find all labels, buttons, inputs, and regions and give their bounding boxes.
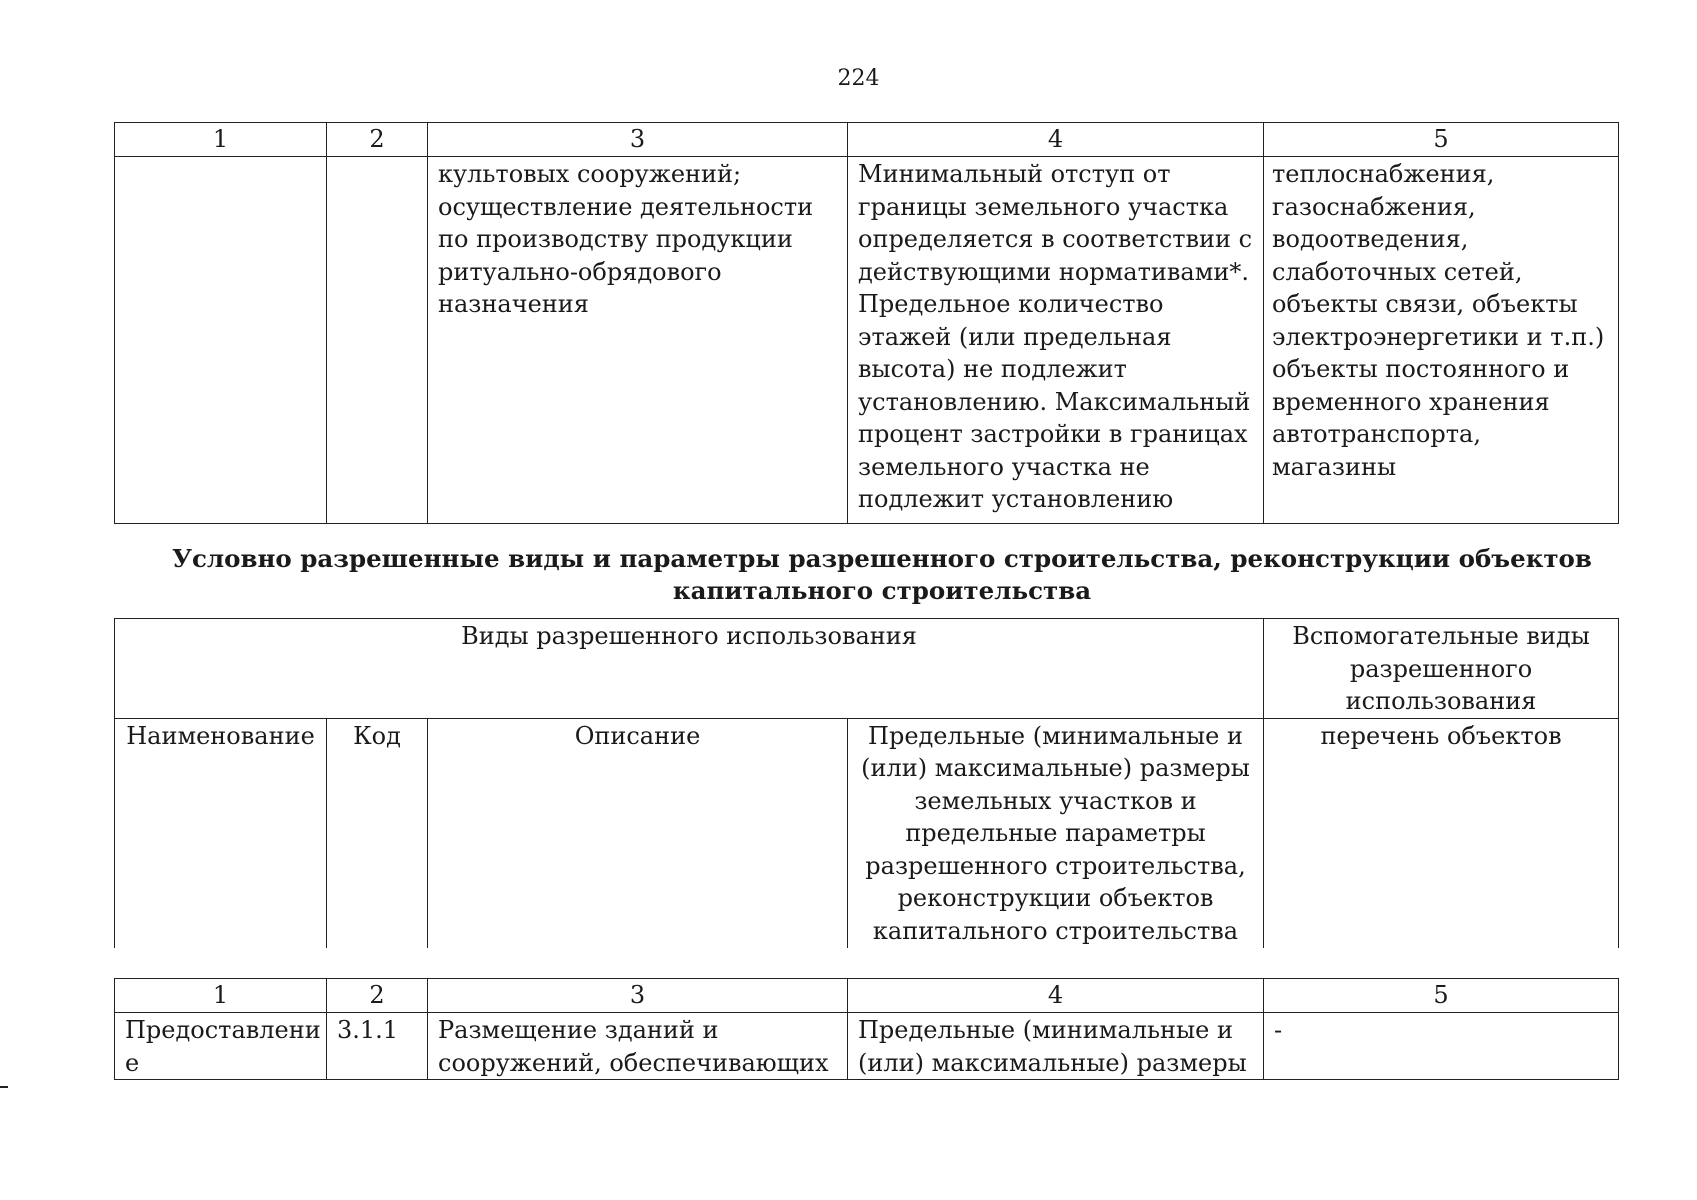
cell-code: 3.1.1: [327, 1013, 428, 1080]
cell-parameters: Предельные (минимальные и (или) максимальные) размеры: [848, 1013, 1264, 1080]
page-number: 224: [837, 66, 880, 91]
table-row: [115, 157, 1619, 524]
parameters-text: Минимальный отступ от границы земельного участка определяется в соответствии с действующими нормативами*. Предельное количество этажей (или предельная высота) не подлежит установлению. Максимальный процент застройки в границах земельного участка не подлежит установлению: [858, 160, 1253, 513]
header-list: перечень объектов: [1264, 718, 1619, 948]
cell-description: [428, 157, 848, 524]
column-number-4: 4: [848, 123, 1264, 157]
column-number-5: 5: [1264, 123, 1619, 157]
column-number-2: 2: [327, 979, 428, 1013]
margin-mark: [0, 1086, 8, 1088]
column-header-row: [115, 718, 1619, 948]
column-number-4: 4: [848, 979, 1264, 1013]
header-name: Наименование: [115, 718, 327, 948]
column-number-1: 1: [115, 123, 327, 157]
column-number-2: 2: [327, 123, 428, 157]
cell-auxiliary: -: [1264, 1013, 1619, 1080]
section-heading: [0, 543, 1697, 607]
auxiliary-text: теплоснабжения, газоснабжения, водоотведения, слаботочных сетей, объекты связи, объекты электроэнергетики и т.п.) объекты постоянного и временного хранения автотранспорта, магазины: [1272, 160, 1605, 481]
header-table: [114, 618, 1619, 948]
new-table: [114, 978, 1619, 1080]
cell-name: Предоставлени е: [115, 1013, 327, 1080]
cell-name: [115, 157, 327, 524]
column-number-3: 3: [428, 979, 848, 1013]
column-number-1: 1: [115, 979, 327, 1013]
group-header-row: [115, 619, 1619, 719]
header-parameters: Предельные (минимальные и (или) максимальные) размеры земельных участков и предельные параметры разрешенного строительства, реконструкции объектов капитального строительства: [848, 718, 1264, 948]
section-heading-line-2: капитального строительства: [672, 576, 1092, 605]
group-aux-header: Вспомогательные виды разрешенного использования: [1264, 619, 1619, 719]
description-text: культовых сооружений; осуществление деятельности по производству продукции ритуально-обрядового назначения: [438, 160, 814, 318]
cell-auxiliary: [1264, 157, 1619, 524]
header-code: Код: [327, 718, 428, 948]
section-heading-line-1: Условно разрешенные виды и параметры разрешенного строительства, реконструкции объектов: [172, 544, 1592, 573]
continued-table: [114, 122, 1619, 524]
cell-description: Размещение зданий и сооружений, обеспечивающих: [428, 1013, 848, 1080]
column-number-row: [115, 123, 1619, 157]
cell-code: [327, 157, 428, 524]
column-number-3: 3: [428, 123, 848, 157]
header-description: Описание: [428, 718, 848, 948]
group-main-header: Виды разрешенного использования: [115, 619, 1264, 719]
table-row: [115, 1013, 1619, 1080]
cell-parameters: [848, 157, 1264, 524]
column-number-5: 5: [1264, 979, 1619, 1013]
column-number-row: [115, 979, 1619, 1013]
